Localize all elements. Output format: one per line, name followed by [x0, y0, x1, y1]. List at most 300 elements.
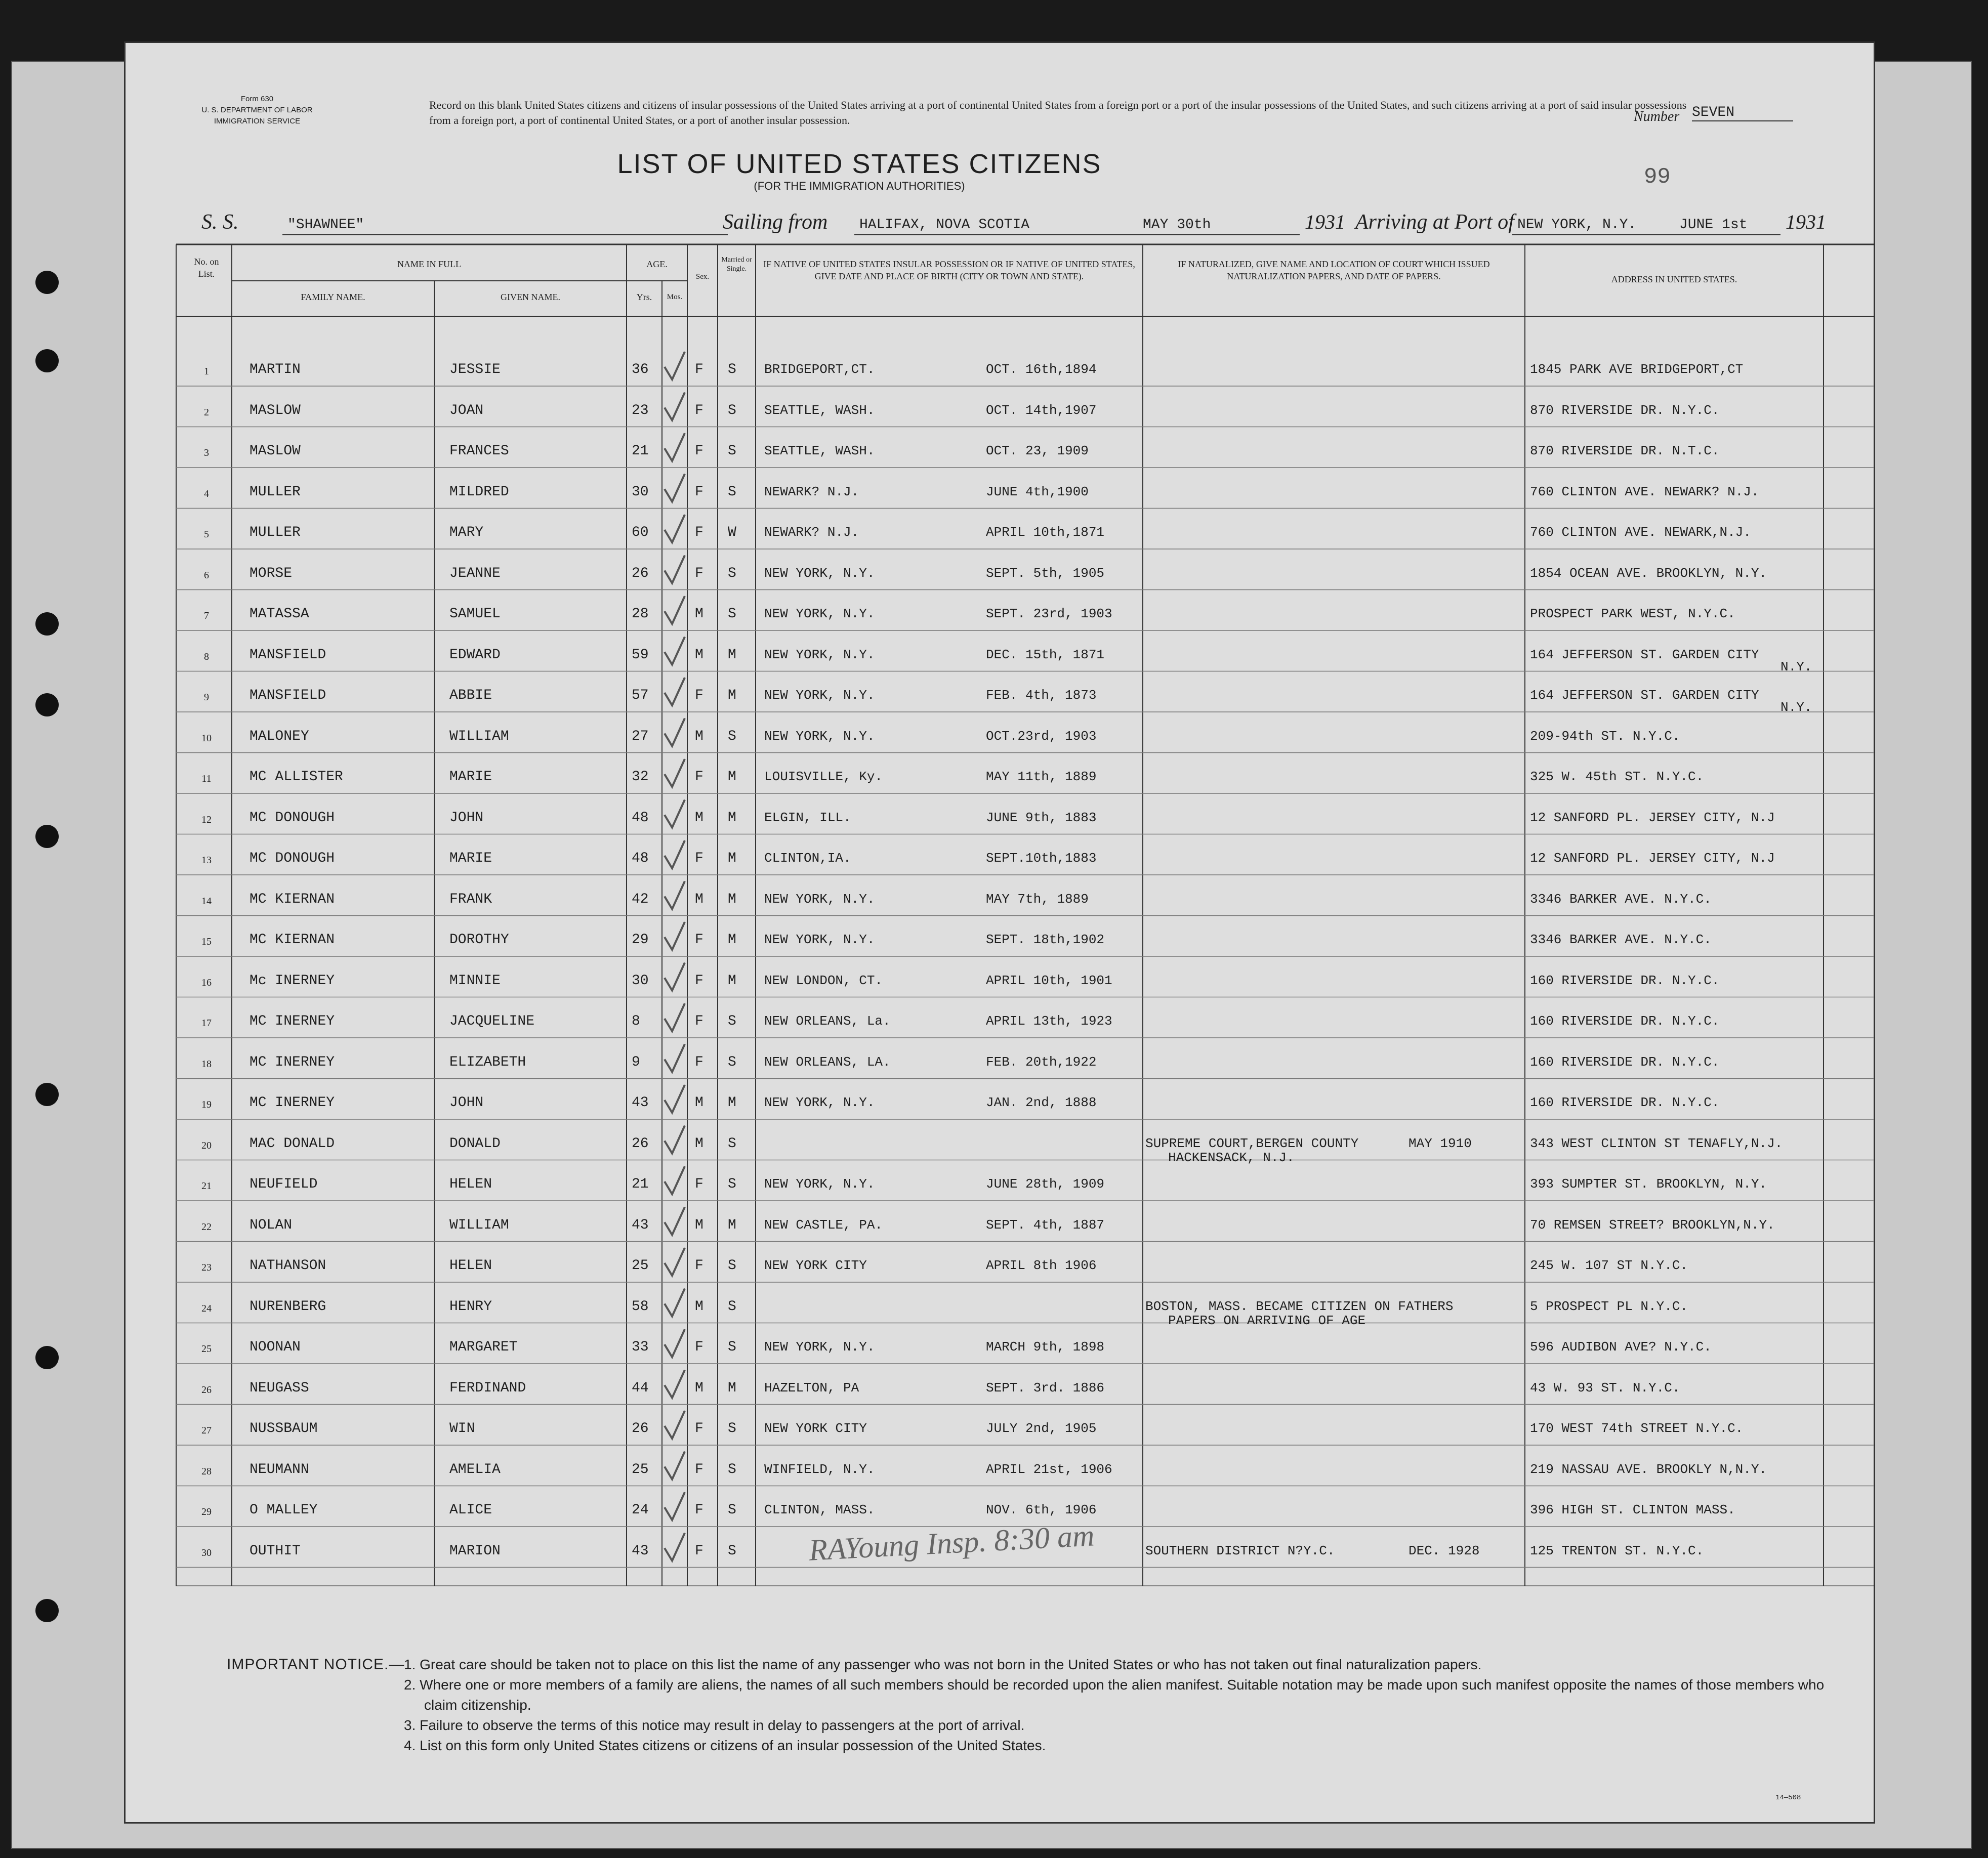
given-name: MARION: [449, 1543, 501, 1559]
address: 343 WEST CLINTON ST TENAFLY,N.J.: [1530, 1135, 1783, 1151]
row-number: 8: [204, 651, 209, 662]
marital-status: S: [728, 362, 736, 377]
marital-status: S: [728, 1543, 736, 1559]
arrival-port: NEW YORK, N.Y.: [1517, 217, 1637, 233]
age-years: 25: [632, 1461, 649, 1477]
family-name: MC INERNEY: [250, 1095, 335, 1111]
marital-status: S: [728, 1014, 736, 1029]
sex: F: [695, 402, 703, 418]
naturalization-date: MAY 1910: [1409, 1135, 1472, 1151]
arriving-label: Arriving at Port of: [1355, 210, 1514, 234]
birth-date: SEPT. 18th,1902: [986, 932, 1105, 947]
address: 870 RIVERSIDE DR. N.T.C.: [1530, 443, 1720, 458]
family-name: NEUFIELD: [250, 1176, 318, 1192]
row-number: 12: [201, 814, 212, 825]
page-subtitle: (FOR THE IMMIGRATION AUTHORITIES): [754, 180, 965, 192]
age-years: 44: [632, 1380, 649, 1396]
sex: M: [695, 647, 703, 663]
family-name: MULLER: [250, 484, 301, 500]
row-number: 15: [201, 936, 212, 947]
row-number: 26: [201, 1384, 212, 1396]
birth-place: NEW YORK, N.Y.: [764, 565, 875, 581]
address: 396 HIGH ST. CLINTON MASS.: [1530, 1502, 1735, 1517]
address: 760 CLINTON AVE. NEWARK,N.J.: [1530, 525, 1751, 540]
sex: F: [695, 1461, 703, 1477]
age-years: 48: [632, 851, 649, 866]
check-mark: [665, 1533, 685, 1561]
row-number: 5: [204, 529, 209, 540]
marital-status: S: [728, 1135, 736, 1152]
given-name: MARIE: [449, 851, 492, 866]
sex: F: [695, 1421, 703, 1437]
birth-place: NEW ORLEANS, La.: [764, 1014, 891, 1029]
given-name: JOHN: [449, 810, 484, 826]
given-name: MARY: [449, 525, 484, 540]
row-number: 13: [201, 855, 212, 866]
birth-date: APRIL 10th,1871: [986, 525, 1105, 540]
row-number: 20: [201, 1139, 212, 1151]
given-name: HELEN: [449, 1258, 492, 1274]
marital-status: M: [728, 688, 736, 703]
stamp-number: 99: [1644, 164, 1671, 190]
age-years: 8: [632, 1014, 640, 1029]
form-number: Form 630: [240, 95, 274, 103]
marital-status: S: [728, 728, 736, 744]
family-name: MAC DONALD: [250, 1135, 335, 1152]
family-name: MC KIERNAN: [250, 891, 335, 907]
marital-status: S: [728, 1258, 736, 1274]
birth-place: BRIDGEPORT,CT.: [764, 362, 875, 377]
arrival-date: JUNE 1st: [1679, 217, 1748, 233]
row-number: 27: [201, 1425, 212, 1436]
family-name: MC DONOUGH: [250, 810, 335, 826]
check-mark: [665, 1289, 685, 1317]
given-name: FRANCES: [449, 443, 509, 459]
family-name: NOLAN: [250, 1217, 293, 1233]
ship-name: "SHAWNEE": [287, 217, 364, 233]
check-mark: [665, 596, 685, 624]
birth-date: APRIL 10th, 1901: [986, 973, 1112, 988]
page-title: LIST OF UNITED STATES CITIZENS: [617, 149, 1102, 179]
family-name: MALONEY: [250, 728, 309, 744]
birth-date: JAN. 2nd, 1888: [986, 1095, 1097, 1110]
age-years: 26: [632, 565, 649, 581]
marital-status: S: [728, 402, 736, 418]
arrival-year: 1931: [1786, 210, 1826, 233]
address: 3346 BARKER AVE. N.Y.C.: [1530, 932, 1712, 947]
birth-date: SEPT. 5th, 1905: [986, 565, 1105, 581]
family-name: MULLER: [250, 525, 301, 540]
marital-status: M: [728, 973, 736, 989]
birth-date: OCT. 14th,1907: [986, 402, 1097, 418]
age-years: 36: [632, 362, 649, 377]
naturalization-court: BOSTON, MASS. BECAME CITIZEN ON FATHERS: [1145, 1298, 1454, 1314]
family-name: MC DONOUGH: [250, 851, 335, 866]
address: 209-94th ST. N.Y.C.: [1530, 728, 1680, 744]
age-years: 42: [632, 891, 649, 907]
marital-status: M: [728, 810, 736, 826]
check-mark: [665, 1329, 685, 1357]
row-number: 22: [201, 1221, 212, 1233]
address: 12 SANFORD PL. JERSEY CITY, N.J: [1530, 810, 1775, 825]
number-label: Number: [1634, 109, 1680, 124]
given-name: FRANK: [449, 891, 492, 907]
sex: M: [695, 1380, 703, 1396]
check-mark: [665, 1166, 685, 1194]
department: U. S. DEPARTMENT OF LABOR: [201, 106, 313, 114]
birth-date: JUNE 28th, 1909: [986, 1176, 1105, 1192]
age-years: 23: [632, 402, 649, 418]
given-name: HELEN: [449, 1176, 492, 1192]
row-number: 9: [204, 692, 209, 703]
row-number: 18: [201, 1058, 212, 1070]
age-years: 26: [632, 1421, 649, 1437]
service: IMMIGRATION SERVICE: [214, 117, 301, 125]
sex: F: [695, 525, 703, 540]
age-years: 21: [632, 1176, 649, 1192]
age-years: 9: [632, 1054, 640, 1070]
notice-item: 3. Failure to observe the terms of this notice may result in delay to passengers at the port of arrival.: [404, 1717, 1025, 1733]
check-mark: [665, 1492, 685, 1520]
sex: M: [695, 891, 703, 907]
row-number: 25: [201, 1343, 212, 1355]
check-mark: [665, 474, 685, 502]
row-number: 14: [201, 895, 212, 907]
birth-place: NEW YORK, N.Y.: [764, 932, 875, 947]
marital-status: M: [728, 1095, 736, 1111]
sex: F: [695, 565, 703, 581]
sex: F: [695, 1054, 703, 1070]
birth-place: NEW YORK, N.Y.: [764, 1339, 875, 1355]
sailing-year: 1931: [1305, 210, 1345, 233]
birth-place: NEWARK? N.J.: [764, 484, 859, 499]
sex: F: [695, 443, 703, 459]
check-mark: [665, 800, 685, 828]
notice-item: 4. List on this form only United States citizens or citizens of an insular possession of the United States.: [404, 1738, 1046, 1753]
check-mark: [665, 759, 685, 787]
family-name: MC INERNEY: [250, 1054, 335, 1070]
given-name: WILLIAM: [449, 1217, 509, 1233]
age-years: 28: [632, 606, 649, 622]
birth-place: NEW YORK, N.Y.: [764, 606, 875, 621]
age-years: 59: [632, 647, 649, 663]
address: 160 RIVERSIDE DR. N.Y.C.: [1530, 973, 1720, 988]
birth-date: FEB. 4th, 1873: [986, 688, 1097, 703]
birth-place: SEATTLE, WASH.: [764, 402, 875, 418]
birth-place: NEW YORK, N.Y.: [764, 688, 875, 703]
given-name: SAMUEL: [449, 606, 501, 622]
marital-status: S: [728, 1461, 736, 1477]
birth-date: DEC. 15th, 1871: [986, 647, 1105, 662]
birth-date: APRIL 8th 1906: [986, 1258, 1097, 1273]
family-name: MORSE: [250, 565, 293, 581]
birth-place: NEW YORK CITY: [764, 1258, 867, 1273]
row-number: 11: [201, 773, 212, 784]
form-code: 14—508: [1775, 1794, 1801, 1802]
row-number: 6: [204, 569, 209, 581]
birth-date: JUNE 9th, 1883: [986, 810, 1097, 825]
age-years: 43: [632, 1543, 649, 1559]
birth-place: WINFIELD, N.Y.: [764, 1461, 875, 1477]
inspector-signature: RAYoung Insp. 8:30 am: [808, 1518, 1095, 1567]
marital-status: S: [728, 484, 736, 500]
address: 164 JEFFERSON ST. GARDEN CITY: [1530, 647, 1759, 662]
family-name: NURENBERG: [250, 1298, 326, 1315]
given-name: DOROTHY: [449, 932, 509, 948]
address: 5 PROSPECT PL N.Y.C.: [1530, 1298, 1688, 1314]
age-years: 24: [632, 1502, 649, 1518]
check-mark: [665, 637, 685, 665]
check-mark: [665, 678, 685, 705]
birth-place: NEW ORLEANS, LA.: [764, 1054, 891, 1070]
birth-date: SEPT. 4th, 1887: [986, 1217, 1105, 1233]
check-mark: [665, 963, 685, 991]
family-name: MASLOW: [250, 443, 301, 459]
sex: F: [695, 1176, 703, 1192]
given-name: MARGARET: [449, 1339, 518, 1355]
family-name: MASLOW: [250, 402, 301, 418]
sex: M: [695, 606, 703, 622]
sex: M: [695, 1135, 703, 1152]
punch-hole: [35, 612, 59, 636]
address: 1854 OCEAN AVE. BROOKLYN, N.Y.: [1530, 565, 1767, 581]
sex: M: [695, 1217, 703, 1233]
row-number: 29: [201, 1506, 212, 1517]
birth-date: APRIL 21st, 1906: [986, 1461, 1112, 1477]
address: 760 CLINTON AVE. NEWARK? N.J.: [1530, 484, 1759, 499]
given-name: FERDINAND: [449, 1380, 526, 1396]
check-mark: [665, 1044, 685, 1072]
age-years: 30: [632, 484, 649, 500]
check-mark: [665, 352, 685, 379]
header-age: AGE.: [646, 259, 668, 269]
punch-hole: [35, 349, 59, 372]
age-years: 27: [632, 728, 649, 744]
given-name: MARIE: [449, 769, 492, 785]
header-naturalized: IF NATURALIZED, GIVE NAME AND LOCATION OF COURT WHICH ISSUED NATURALIZATION PAPERS, AND DATE OF PAPERS.: [1178, 259, 1490, 281]
given-name: MILDRED: [449, 484, 509, 500]
age-years: 21: [632, 443, 649, 459]
row-number: 10: [201, 732, 212, 744]
family-name: MANSFIELD: [250, 688, 326, 703]
address: 70 REMSEN STREET? BROOKLYN,N.Y.: [1530, 1217, 1775, 1233]
sex: F: [695, 688, 703, 703]
punch-hole: [35, 1083, 59, 1106]
punch-hole: [35, 1599, 59, 1622]
address-line2: N.Y.: [1780, 700, 1812, 715]
marital-status: M: [728, 647, 736, 663]
birth-place: NEW LONDON, CT.: [764, 973, 883, 988]
marital-status: S: [728, 443, 736, 459]
age-years: 29: [632, 932, 649, 948]
row-number: 2: [204, 406, 209, 418]
given-name: ABBIE: [449, 688, 492, 703]
header-no-on-list: No. on List.: [194, 257, 219, 279]
header-married: Married or Single.: [721, 256, 752, 273]
header-given-name: GIVEN NAME.: [501, 292, 560, 302]
age-years: 48: [632, 810, 649, 826]
given-name: WIN: [449, 1421, 475, 1437]
check-mark: [665, 1248, 685, 1276]
address: 325 W. 45th ST. N.Y.C.: [1530, 769, 1704, 784]
marital-status: S: [728, 1502, 736, 1518]
sex: F: [695, 484, 703, 500]
given-name: EDWARD: [449, 647, 501, 663]
check-mark: [665, 1411, 685, 1439]
form-instructions: Record on this blank United States citizens and citizens of insular possessions of the United States arriving at a port of continental United States from a foreign port or a port of the insular possessions of the United States, and such citizens arriving at a port of said insular possessions from a foreign port, a port of continental United States, or a port of another insular possession.: [429, 99, 1687, 126]
family-name: NEUGASS: [250, 1380, 309, 1396]
row-number: 19: [201, 1099, 212, 1110]
check-mark: [665, 515, 685, 542]
age-years: 33: [632, 1339, 649, 1355]
check-mark: [665, 393, 685, 420]
age-years: 58: [632, 1298, 649, 1315]
address: 160 RIVERSIDE DR. N.Y.C.: [1530, 1095, 1720, 1110]
birth-date: SEPT.10th,1883: [986, 851, 1097, 866]
sex: F: [695, 1339, 703, 1355]
birth-date: JUNE 4th,1900: [986, 484, 1089, 499]
sex: F: [695, 1543, 703, 1559]
notice-title: IMPORTANT NOTICE.—: [227, 1656, 405, 1673]
age-years: 43: [632, 1095, 649, 1111]
check-mark: [665, 922, 685, 950]
marital-status: M: [728, 932, 736, 948]
family-name: NATHANSON: [250, 1258, 326, 1274]
birth-date: NOV. 6th, 1906: [986, 1502, 1097, 1517]
address: 1845 PARK AVE BRIDGEPORT,CT: [1530, 362, 1744, 377]
sex: F: [695, 769, 703, 785]
sex: F: [695, 1014, 703, 1029]
family-name: NOONAN: [250, 1339, 301, 1355]
check-mark: [665, 1207, 685, 1235]
header-mos: Mos.: [667, 293, 683, 301]
row-number: 21: [201, 1180, 212, 1192]
naturalization-date: DEC. 1928: [1409, 1543, 1480, 1558]
header-birth: IF NATIVE OF UNITED STATES INSULAR POSSESSION OR IF NATIVE OF UNITED STATES, GIVE DATE AND PLACE OF BIRTH (CITY OR TOWN AND STATE).: [763, 259, 1135, 281]
header-yrs: Yrs.: [636, 292, 652, 302]
address: PROSPECT PARK WEST, N.Y.C.: [1530, 606, 1735, 621]
notice-item: 1. Great care should be taken not to place on this list the name of any passenger who was not born in the United States or who has not taken out final naturalization papers.: [404, 1657, 1482, 1672]
birth-place: LOUISVILLE, Ky.: [764, 769, 883, 784]
sailing-date: MAY 30th: [1143, 217, 1211, 233]
marital-status: S: [728, 606, 736, 622]
given-name: DONALD: [449, 1135, 501, 1152]
address: 245 W. 107 ST N.Y.C.: [1530, 1258, 1688, 1273]
marital-status: S: [728, 1054, 736, 1070]
naturalization-court-line2: PAPERS ON ARRIVING OF AGE: [1168, 1313, 1366, 1328]
number-value: SEVEN: [1692, 105, 1793, 121]
family-name: MATASSA: [250, 606, 309, 622]
address: 170 WEST 74th STREET N.Y.C.: [1530, 1421, 1744, 1436]
manifest-page: [124, 41, 1875, 1824]
given-name: JESSIE: [449, 362, 501, 377]
marital-status: M: [728, 1217, 736, 1233]
row-number: 17: [201, 1018, 212, 1029]
sex: F: [695, 932, 703, 948]
family-name: Mc INERNEY: [250, 973, 335, 989]
birth-date: APRIL 13th, 1923: [986, 1014, 1112, 1029]
row-number: 4: [204, 488, 209, 499]
sailing-from: HALIFAX, NOVA SCOTIA: [859, 217, 1030, 233]
birth-place: NEWARK? N.J.: [764, 525, 859, 540]
birth-date: SEPT. 23rd, 1903: [986, 606, 1112, 621]
check-mark: [665, 719, 685, 746]
given-name: JACQUELINE: [449, 1014, 535, 1029]
address: 12 SANFORD PL. JERSEY CITY, N.J: [1530, 851, 1775, 866]
sex: F: [695, 1502, 703, 1518]
marital-status: W: [728, 525, 736, 540]
row-number: 1: [204, 366, 209, 377]
punch-hole: [35, 1346, 59, 1369]
sex: F: [695, 1258, 703, 1274]
age-years: 60: [632, 525, 649, 540]
family-name: MANSFIELD: [250, 647, 326, 663]
row-number: 16: [201, 977, 212, 988]
given-name: WILLIAM: [449, 728, 509, 744]
check-mark: [665, 1085, 685, 1113]
marital-status: M: [728, 891, 736, 907]
row-number: 30: [201, 1547, 212, 1558]
check-mark: [665, 1003, 685, 1031]
punch-hole: [35, 271, 59, 294]
family-name: NUSSBAUM: [250, 1421, 318, 1437]
birth-date: FEB. 20th,1922: [986, 1054, 1097, 1070]
address: 219 NASSAU AVE. BROOKLY N,N.Y.: [1530, 1461, 1767, 1477]
sex: M: [695, 728, 703, 744]
marital-status: S: [728, 1298, 736, 1315]
birth-place: SEATTLE, WASH.: [764, 443, 875, 458]
marital-status: S: [728, 565, 736, 581]
sex: M: [695, 1095, 703, 1111]
age-years: 32: [632, 769, 649, 785]
birth-place: NEW YORK CITY: [764, 1421, 867, 1436]
sex: M: [695, 810, 703, 826]
header-address: ADDRESS IN UNITED STATES.: [1611, 274, 1737, 284]
birth-place: NEW YORK, N.Y.: [764, 891, 875, 907]
notice-item: 2. Where one or more members of a family are aliens, the names of all such members should be recorded upon the alien manifest. Suitable notation may be made upon such manifest opposite the names of those members who claim citizenship.: [404, 1677, 1825, 1713]
check-mark: [665, 433, 685, 461]
row-number: 28: [201, 1465, 212, 1477]
marital-status: S: [728, 1339, 736, 1355]
naturalization-court: SUPREME COURT,BERGEN COUNTY: [1145, 1135, 1359, 1151]
given-name: ELIZABETH: [449, 1054, 526, 1070]
address: 125 TRENTON ST. N.Y.C.: [1530, 1543, 1704, 1558]
address: 43 W. 93 ST. N.Y.C.: [1530, 1380, 1680, 1396]
sailing-label: Sailing from: [723, 210, 828, 234]
sex: F: [695, 973, 703, 989]
age-years: 43: [632, 1217, 649, 1233]
given-name: ALICE: [449, 1502, 492, 1518]
address: 164 JEFFERSON ST. GARDEN CITY: [1530, 688, 1759, 703]
row-number: 7: [204, 610, 209, 621]
birth-place: CLINTON, MASS.: [764, 1502, 875, 1517]
header-family-name: FAMILY NAME.: [301, 292, 365, 302]
birth-date: JULY 2nd, 1905: [986, 1421, 1097, 1436]
given-name: AMELIA: [449, 1461, 501, 1477]
birth-place: NEW YORK, N.Y.: [764, 1095, 875, 1110]
birth-date: OCT.23rd, 1903: [986, 728, 1097, 744]
naturalization-court-line2: HACKENSACK, N.J.: [1168, 1150, 1295, 1165]
address: 393 SUMPTER ST. BROOKLYN, N.Y.: [1530, 1176, 1767, 1192]
birth-place: CLINTON,IA.: [764, 851, 851, 866]
check-mark: [665, 1370, 685, 1398]
birth-place: ELGIN, ILL.: [764, 810, 851, 825]
row-number: 24: [201, 1302, 212, 1314]
given-name: JOAN: [449, 402, 484, 418]
ss-label: S. S.: [201, 210, 239, 234]
family-name: MARTIN: [250, 362, 301, 377]
punch-hole: [35, 693, 59, 716]
